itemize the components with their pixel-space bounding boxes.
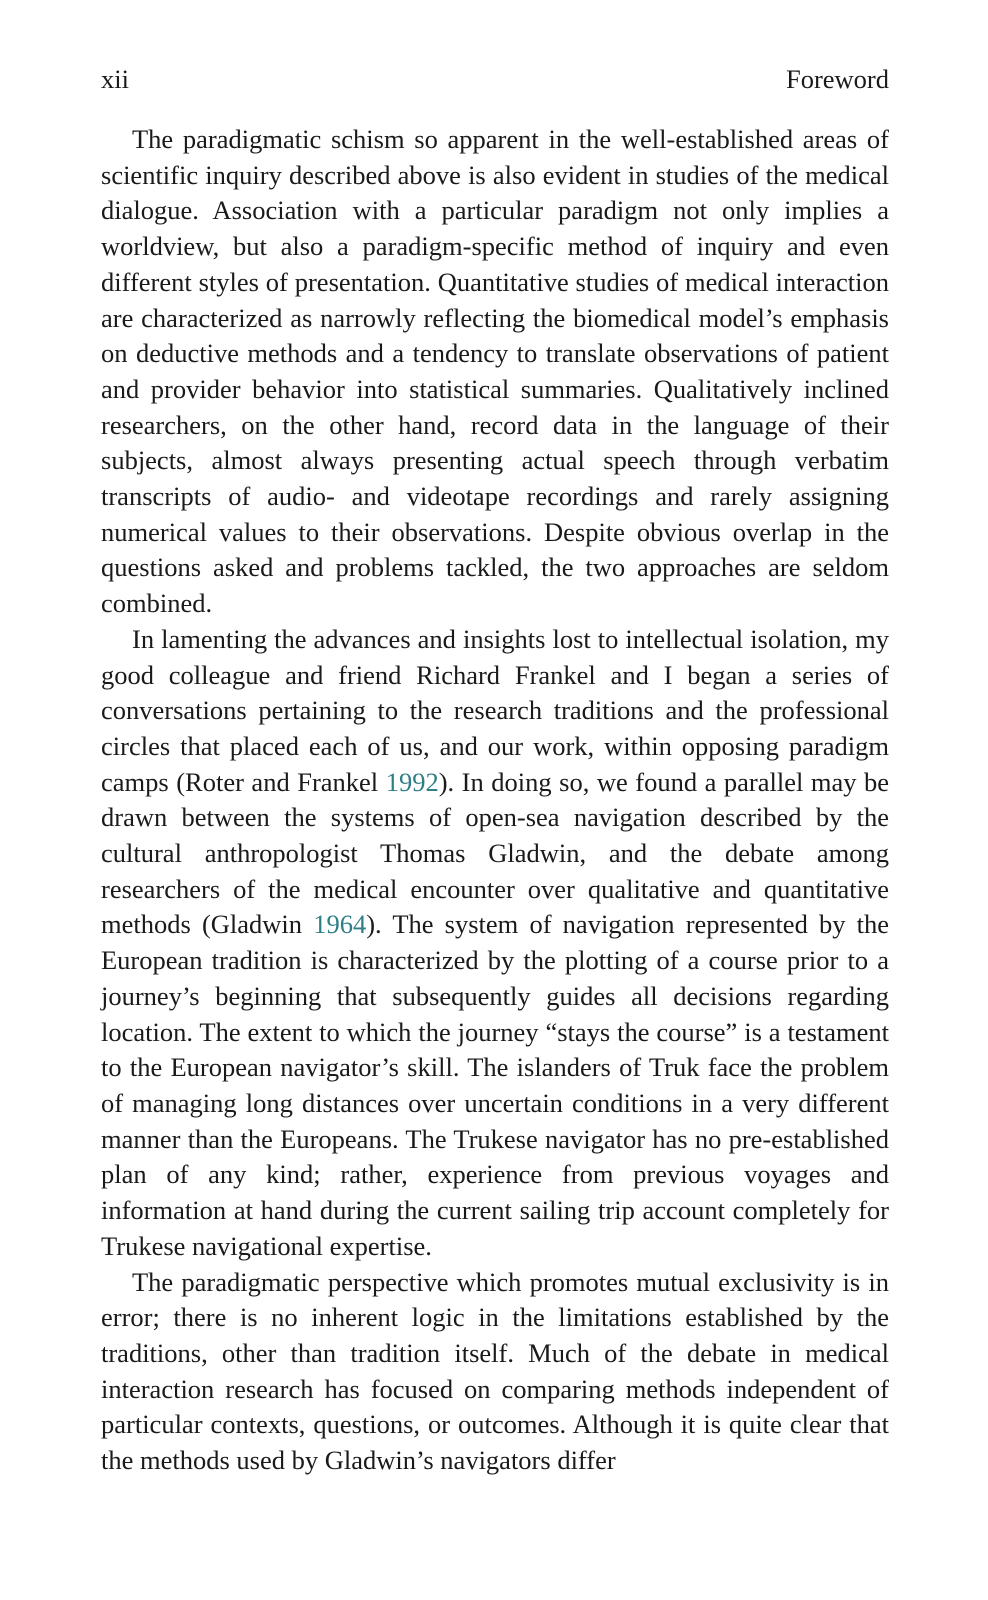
citation-link-roter-frankel-1992[interactable]: 1992 [385, 766, 439, 797]
paragraph-3: The paradigmatic perspective which promotes mutual exclusivity is in error; there is no inherent logic in the limitations established by the traditions, other than tradition itself. Much of the debate in medical interaction research has focused on comparing methods independent of particular contexts, questions, or outcomes. Although it is quite clear that the methods used by Gladwin’s navigators differ [101, 1266, 889, 1476]
citation-link-gladwin-1964[interactable]: 1964 [313, 909, 367, 940]
section-title: Foreword [785, 64, 889, 94]
paragraph-1: The paradigmatic schism so apparent in the well-established areas of scientific inquiry described above is also evident in studies of the medical dialogue. Association with a particular paradigm not only implies a worldview, but also a paradigm-specific method of inquiry and even different styles of presentation. Quantitative studies of medical interaction are characterized as narrowly reflecting the biomedical model’s emphasis on deductive methods and a tendency to translate observations of patient and provider behavior into statistical summaries. Qualitatively inclined researchers, on the other hand, record data in the language of their subjects, almost always presenting actual speech through verbatim transcripts of audio- and videotape recordings and rarely assigning numerical values to their observations. Despite obvious overlap in the questions asked and problems tackled, the two approaches are seldom combined. [101, 124, 889, 619]
running-head [101, 62, 889, 96]
body-text [101, 122, 889, 1479]
paragraph-2-text-a: In lamenting the advances and insights lost to intellectual isolation, my good colleague and friend Richard Frankel and I began a series of conversations pertaining to the research traditions and the professional circles that placed each of us, and our work, within opposing paradigm camps (Roter and Frankel [101, 623, 889, 797]
page [101, 62, 889, 1479]
paragraph-2-text-c: ). The system of navigation represented by the European tradition is characterized by the plotting of a course prior to a journey’s beginning that subsequently guides all decisions regarding location. The extent to which the journey “stays the course” is a testament to the European navigator’s skill. The islanders of Truk face the problem of managing long distances over uncertain conditions in a very different manner than the Europeans. The Trukese navigator has no pre-established plan of any kind; rather, experience from previous voyages and information at hand during the current sailing trip account completely for Trukese navigational expertise. [101, 909, 890, 1261]
paragraph-2-text-b: ). In doing so, we found a parallel may be drawn between the systems of open-sea navigation described by the cultural anthropologist Thomas Gladwin, and the debate among researchers of the medical encounter over qualitative and quantitative methods (Gladwin [101, 766, 889, 940]
paragraph-2 [101, 622, 889, 1265]
page-number: xii [101, 64, 129, 94]
